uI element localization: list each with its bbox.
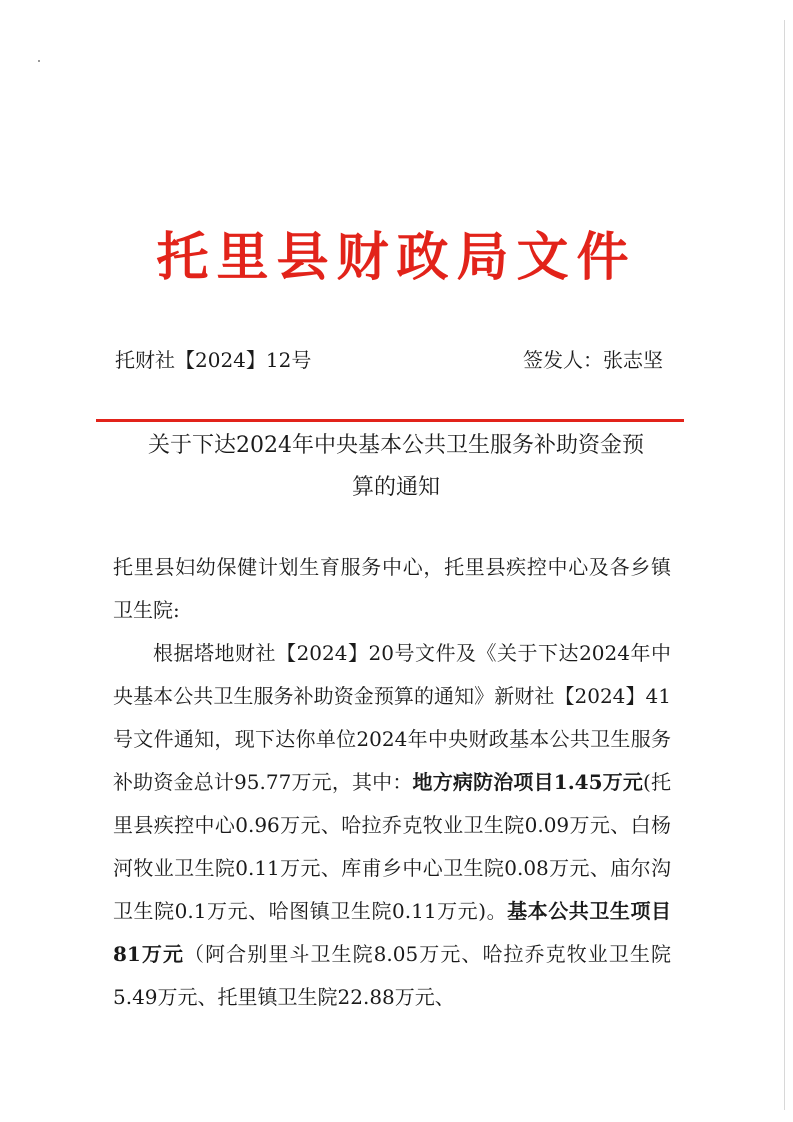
addressee: 托里县妇幼保健计划生育服务中心，托里县疾控中心及各乡镇卫生院: [113,555,671,622]
item-endemic-disease-detail: (托里县疾控中心0.96万元、哈拉乔克牧业卫生院0.09万元、白杨河牧业卫生院0.11万元、库甫乡中心卫生院0.08万元、庙尔沟卫生院0.1万元、哈图镇卫生院0.11万元)。 [113,770,671,923]
issuer-name: 张志坚 [603,348,663,372]
issuer [523,346,663,374]
main-paragraph [113,632,671,1019]
paragraph-intro: 根据塔地财社【2024】20号文件及《关于下达2024年中央基本公共卫生服务补助资金预算的通知》新财社【2024】41号文件通知，现下达你单位2024年中央财政基本公共卫生服务补助资金总计95.77万元，其中： [113,641,671,794]
issuer-label: 签发人： [523,348,603,372]
document-body [113,546,671,1019]
notice-title [110,425,682,509]
notice-title-line-1: 关于下达2024年中央基本公共卫生服务补助资金预 [148,433,644,458]
document-number: 托财社【2024】12号 [115,348,312,372]
item-endemic-disease-label: 地方病防治项目1.45万元 [412,770,644,794]
document-header-title: 托里县财政局文件 [156,228,637,288]
red-separator-line [96,419,684,422]
notice-title-line-2: 算的通知 [351,475,440,500]
item-public-health-label: 基本公共卫生项目81万元 [113,899,672,966]
scan-mark [38,60,40,62]
item-public-health-detail: （阿合别里斗卫生院8.05万元、哈拉乔克牧业卫生院5.49万元、托里镇卫生院22.88万元、 [113,942,671,1009]
page-edge [784,20,785,1110]
